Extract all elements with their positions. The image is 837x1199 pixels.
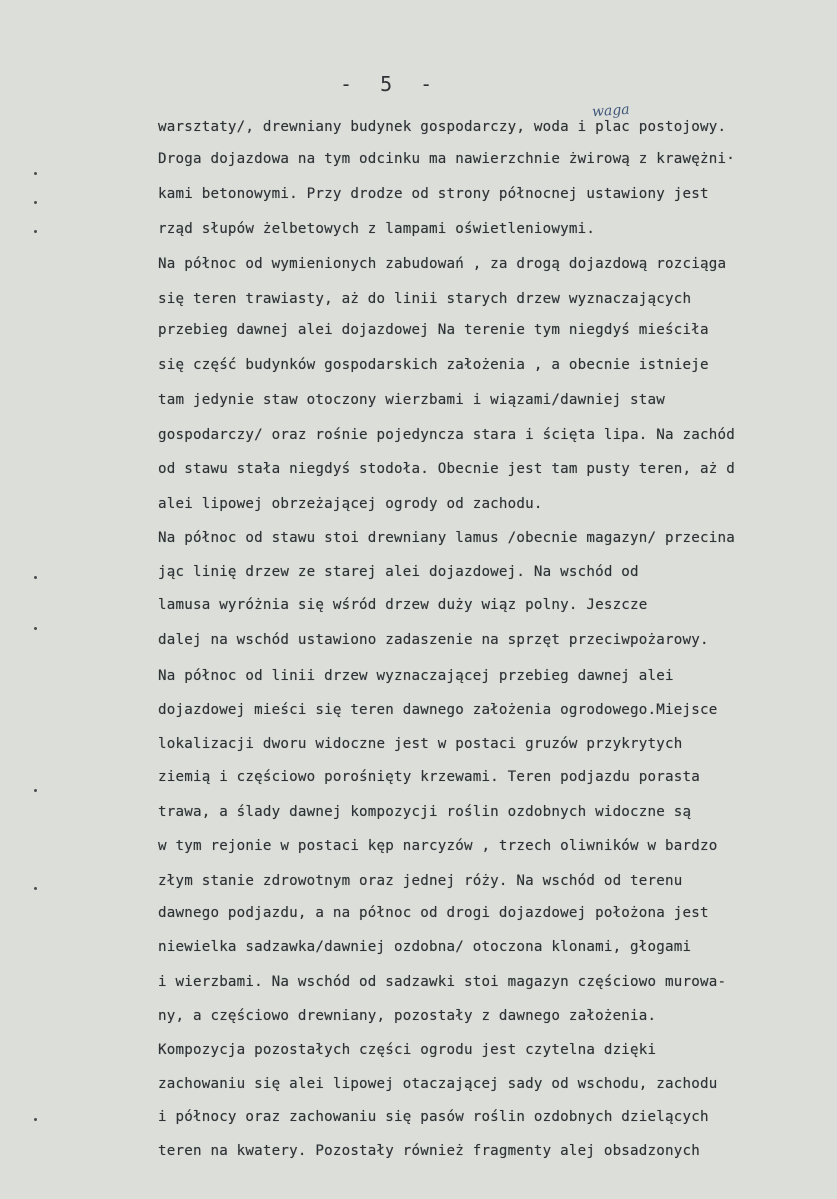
- text-line: gospodarczy/ oraz rośnie pojedyncza stara i ścięta lipa. Na zachód: [158, 427, 735, 443]
- text-line: od stawu stała niegdyś stodoła. Obecnie jest tam pusty teren, aż d: [158, 461, 735, 477]
- text-line: Na północ od wymienionych zabudowań , za drogą dojazdową rozciąga: [158, 256, 727, 272]
- text-line: lokalizacji dworu widoczne jest w postaci gruzów przykrytych: [158, 736, 683, 752]
- margin-dot: [34, 172, 37, 175]
- text-line: przebieg dawnej alei dojazdowej Na terenie tym niegdyś mieściła: [158, 322, 709, 338]
- text-line: kami betonowymi. Przy drodze od strony północnej ustawiony jest: [158, 186, 709, 202]
- text-line: lamusa wyróżnia się wśród drzew duży wiąz polny. Jeszcze: [158, 597, 648, 613]
- text-line: ziemią i częściowo porośnięty krzewami. Teren podjazdu porasta: [158, 769, 700, 785]
- margin-dot: [34, 576, 37, 579]
- text-line: jąc linię drzew ze starej alei dojazdowej. Na wschód od: [158, 564, 639, 580]
- text-line: w tym rejonie w postaci kęp narcyzów , trzech oliwników w bardzo: [158, 838, 718, 854]
- text-line: dalej na wschód ustawiono zadaszenie na sprzęt przeciwpożarowy.: [158, 632, 709, 648]
- margin-dot: [34, 627, 37, 630]
- text-line: złym stanie zdrowotnym oraz jednej róży. Na wschód od terenu: [158, 873, 683, 889]
- text-line: ny, a częściowo drewniany, pozostały z dawnego założenia.: [158, 1008, 657, 1024]
- text-line: rząd słupów żelbetowych z lampami oświetleniowymi.: [158, 221, 596, 237]
- margin-dot: [34, 201, 37, 204]
- text-line: warsztaty/, drewniany budynek gospodarczy, woda i plac postojowy.: [158, 119, 727, 135]
- margin-dot: [34, 1118, 37, 1121]
- text-line: niewielka sadzawka/dawniej ozdobna/ otoczona klonami, głogami: [158, 939, 692, 955]
- text-line: tam jedynie staw otoczony wierzbami i wiązami/dawniej staw: [158, 392, 666, 408]
- text-line: alei lipowej obrzeżającej ogrody od zachodu.: [158, 496, 543, 512]
- page-number: - 5 -: [340, 72, 441, 96]
- text-line: Na północ od linii drzew wyznaczającej przebieg dawnej alei: [158, 668, 674, 684]
- text-line: Kompozycja pozostałych części ogrodu jest czytelna dzięki: [158, 1042, 657, 1058]
- margin-dot: [34, 230, 37, 233]
- text-line: trawa, a ślady dawnej kompozycji roślin ozdobnych widoczne są: [158, 804, 692, 820]
- margin-dot: [34, 887, 37, 890]
- text-line: zachowaniu się alei lipowej otaczającej sady od wschodu, zachodu: [158, 1076, 718, 1092]
- handwritten-note: waga: [591, 101, 631, 121]
- text-line: dojazdowej mieści się teren dawnego założenia ogrodowego.Miejsce: [158, 702, 718, 718]
- margin-dot: [34, 789, 37, 792]
- text-line: teren na kwatery. Pozostały również fragmenty alej obsadzonych: [158, 1143, 700, 1159]
- text-line: i północy oraz zachowaniu się pasów roślin ozdobnych dzielących: [158, 1109, 709, 1125]
- text-line: się część budynków gospodarskich założenia , a obecnie istnieje: [158, 357, 709, 373]
- text-line: i wierzbami. Na wschód od sadzawki stoi magazyn częściowo murowa-: [158, 974, 727, 990]
- text-line: Droga dojazdowa na tym odcinku ma nawierzchnie żwirową z krawężni·: [158, 151, 735, 167]
- text-line: dawnego podjazdu, a na północ od drogi dojazdowej położona jest: [158, 905, 709, 921]
- text-line: się teren trawiasty, aż do linii starych drzew wyznaczających: [158, 291, 692, 307]
- text-line: Na północ od stawu stoi drewniany lamus /obecnie magazyn/ przecina: [158, 530, 735, 546]
